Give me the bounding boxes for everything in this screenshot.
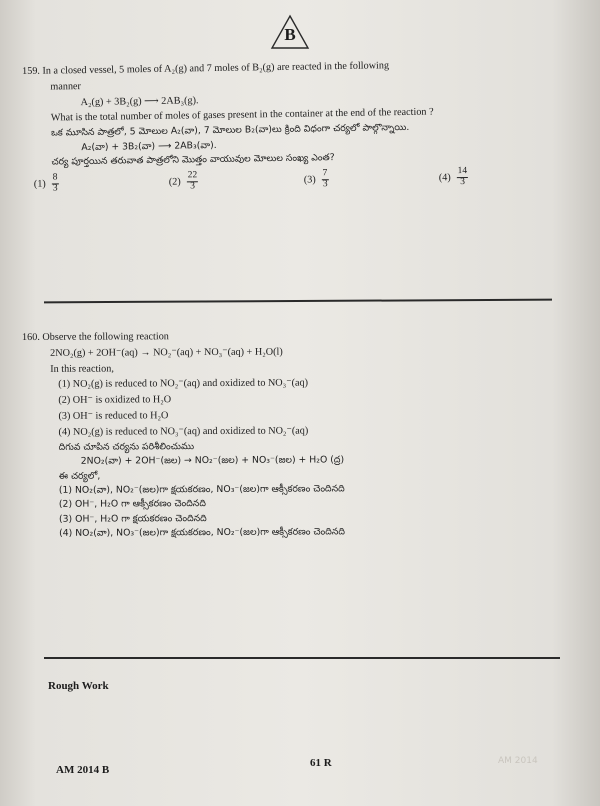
question-text-en: Observe the following reaction xyxy=(42,331,169,343)
option-label: (1) xyxy=(33,178,46,190)
question-text-te: ఒక మూసిన పాత్రలో, 5 మోలుల A₂(వా), 7 మోలుల B₂(వా)లు క్రింది విధంగా చర్యలో పాల్గొన్నాయి. xyxy=(51,122,410,139)
option-fraction xyxy=(52,174,59,195)
question-text-en: In a closed vessel, 5 moles of A₂(g) and 7 moles of B₂(g) are reacted in the following xyxy=(42,60,390,77)
question-160 xyxy=(22,327,583,541)
question-number: 160. xyxy=(22,331,40,343)
numerator: 8 xyxy=(52,172,58,184)
option-4 xyxy=(439,166,574,189)
option-label: (2) xyxy=(168,176,181,188)
option-en-2: (2) OH⁻ is oxidized to H₂O xyxy=(58,394,172,407)
intro-en: In this reaction, xyxy=(50,363,114,375)
intro-te: ఈ చర్యలో, xyxy=(58,470,101,482)
option-1 xyxy=(34,172,169,195)
divider xyxy=(44,657,560,659)
option-fraction xyxy=(322,170,329,191)
rough-work-label: Rough Work xyxy=(48,680,109,692)
option-en-4: (4) NO₂(g) is reduced to NO₃⁻(aq) and oxidized to NO₂⁻(aq) xyxy=(58,425,309,438)
question-text-te: దిగువ చూపిన చర్యను పరిశీలించుము xyxy=(58,440,195,453)
equation-te: A₂(వా) + 3B₂(వా) ⟶ 2AB₃(వా). xyxy=(81,139,217,153)
option-en-3: (3) OH⁻ is reduced to H₂O xyxy=(58,410,169,422)
denominator: 3 xyxy=(190,181,196,192)
option-te-2: (2) OH⁻, H₂O గా ఆక్సీకరణం చెందినది xyxy=(58,498,206,511)
option-3 xyxy=(304,168,439,191)
denominator: 3 xyxy=(460,177,466,188)
option-en-1: (1) NO₂(g) is reduced to NO₂⁻(aq) and oxidized to NO₃⁻(aq) xyxy=(58,377,309,391)
option-te-1: (1) NO₂(వా), NO₂⁻(జల)గా క్షయకరణం, NO₃⁻(జల)గా ఆక్సీకరణం చెందినది xyxy=(58,483,345,496)
numerator: 14 xyxy=(457,166,468,177)
option-te-3: (3) OH⁻, H₂O గా క్షయకరణం చెందినది xyxy=(58,512,207,525)
option-label: (3) xyxy=(303,174,316,186)
page-number: 61 R xyxy=(310,757,332,769)
question-prompt-te: చర్య పూర్తయిన తరువాత పాత్రలోని మొత్తం వాయువుల మోలుల సంఖ్య ఎంత? xyxy=(51,152,335,168)
set-letter: B xyxy=(284,25,296,44)
question-text-en-cont: manner xyxy=(50,80,82,93)
option-label: (4) xyxy=(438,172,451,184)
equation-en: 2NO₂(g) + 2OH⁻(aq) → NO₂⁻(aq) + NO₃⁻(aq) + H₂O(l) xyxy=(50,346,283,359)
option-te-4: (4) NO₂(వా), NO₃⁻(జల)గా క్షయకరణం, NO₂⁻(జల)గా ఆక్సీకరణం చెందినది xyxy=(59,526,345,539)
denominator: 3 xyxy=(52,183,58,194)
question-number: 159. xyxy=(22,65,41,77)
numerator: 7 xyxy=(322,168,328,179)
option-fraction xyxy=(187,172,199,193)
options-159 xyxy=(24,166,584,196)
footer-code: AM 2014 B xyxy=(56,764,110,776)
question-prompt-en: What is the total number of moles of gases present in the container at the end of the reaction ? xyxy=(50,106,434,124)
equation-en: A₂(g) + 3B₂(g) ⟶ 2AB₃(g). xyxy=(80,94,199,108)
numerator: 22 xyxy=(187,170,198,181)
divider xyxy=(44,299,552,303)
watermark-stamp: AM 2014 xyxy=(498,756,538,766)
denominator: 3 xyxy=(322,179,328,190)
option-fraction xyxy=(457,167,469,188)
set-badge xyxy=(270,14,310,50)
equation-te: 2NO₂(వా) + 2OH⁻(జల) → NO₂⁻(జల) + NO₃⁻(జల) + H₂O (ద్ర) xyxy=(80,454,345,467)
question-159 xyxy=(22,55,584,195)
option-2 xyxy=(169,170,304,193)
